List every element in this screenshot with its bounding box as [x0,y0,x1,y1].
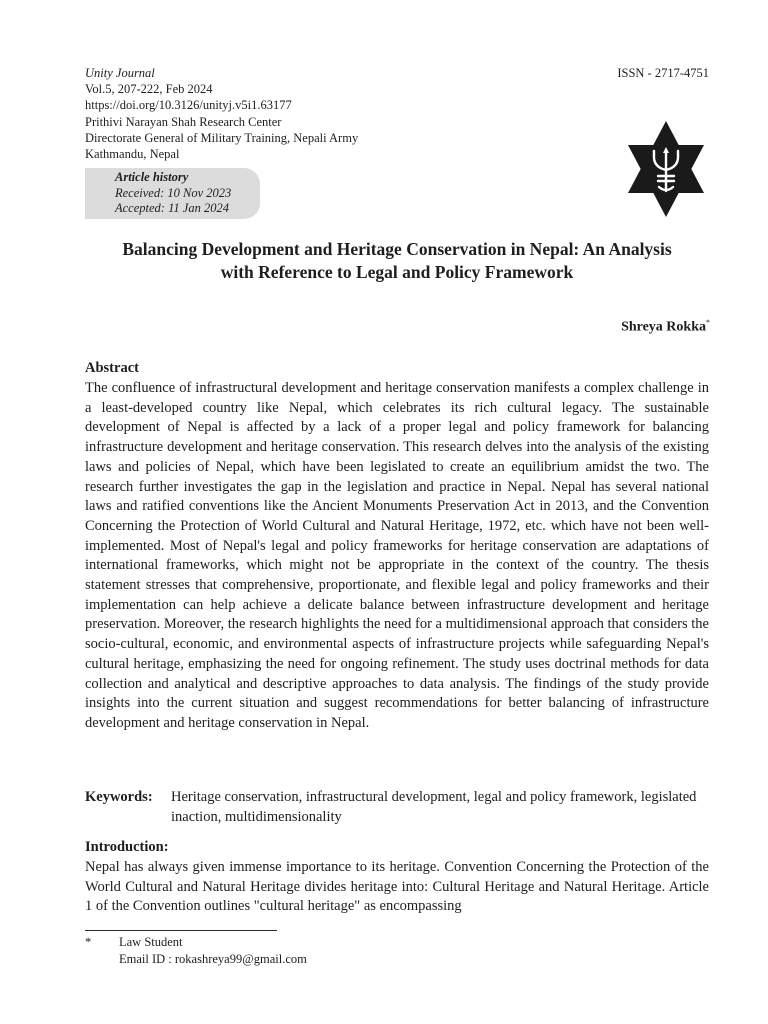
paper-title-line-1: Balancing Development and Heritage Conservation in Nepal: An Analysis [122,239,672,259]
directorate: Directorate General of Military Training, Nepali Army [85,130,359,145]
article-history-box [85,168,260,219]
footnote-marker: * [85,935,92,949]
footnote-affiliation: Law Student [119,935,183,949]
location: Kathmandu, Nepal [85,147,180,162]
paper-title [70,238,724,284]
accepted-date: Accepted: 11 Jan 2024 [115,201,229,215]
research-center: Prithivi Narayan Shah Research Center [85,114,282,129]
abstract-text: The confluence of infrastructural development and heritage conservation manifests a complex challenge in a least-developed country like Nepal, which celebrates its rich cultural legacy. The sustainable development of Nepal is affected by a lack of a proper legal and policy framework for balancing infrastructure development and heritage conservation. This research delves into the analysis of the existing laws and policies of Nepal, which have been legislated to create an equilibrium amidst the two. The research further investigates the gap in the legislation and practice in Nepal. Nepal has several national laws and ratified conventions like the Ancient Monuments Preservation Act in 2013, and the Convention Concerning the Protection of World Cultural and Natural Heritage, 1972, etc. which have not been well-implemented. Most of Nepal's legal and policy frameworks for heritage conservation are adaptations of international frameworks, which might not be appropriate in the context of the country. The thesis statement stresses that comprehensive, proportionate, and flexible legal and policy frameworks and their implementation can help achieve a delicate balance between infrastructure development and heritage preservation. Moreover, the research highlights the need for a multidimensional approach that considers the socio-cultural, economic, and environmental aspects of infrastructure projects while safeguarding Nepal's cultural heritage, emphasizing the need for ongoing refinement. The study uses doctrinal methods for data collection and analytical and descriptive approaches to data analysis. The findings of the study provide insights into the current situation and suggest recommendations for better balancing of infrastructure development and heritage conservation in Nepal. [85,380,709,731]
keywords-section [85,787,709,827]
journal-metadata [85,65,358,162]
introduction-text: Nepal has always given immense importance to its heritage. Convention Concerning the Protection of the World Cultural and Natural Heritage divides heritage into: Cultural Heritage and Natural Heritage. Article 1 of the Convention outlines "cultural heritage" as encompassing [85,859,709,915]
journal-volume: Vol.5, 207-222, Feb 2024 [85,82,213,97]
author-name-text: Shreya Rokka [621,319,706,335]
author-name [621,318,710,336]
introduction-heading: Introduction: [85,839,169,855]
footnote-divider [85,930,277,931]
keywords-label: Keywords: [85,789,153,805]
paper-title-line-2: with Reference to Legal and Policy Framework [220,262,574,282]
author-footnote-mark: * [706,318,710,327]
issn: ISSN - 2717-4751 [617,66,709,80]
journal-name: Unity Journal [85,66,155,80]
footnote [85,934,307,968]
keywords-text: Heritage conservation, infrastructural development, legal and policy framework, legislated inaction, multidimensionality [171,789,697,825]
article-history-heading: Article history [115,170,189,184]
doi-link[interactable]: https://doi.org/10.3126/unityj.v5i1.63177 [85,98,292,113]
star-trident-logo-icon [622,121,710,217]
footnote-email: Email ID : rokashreya99@gmail.com [119,952,307,966]
abstract-heading: Abstract [85,360,139,376]
received-date: Received: 10 Nov 2023 [115,185,232,200]
